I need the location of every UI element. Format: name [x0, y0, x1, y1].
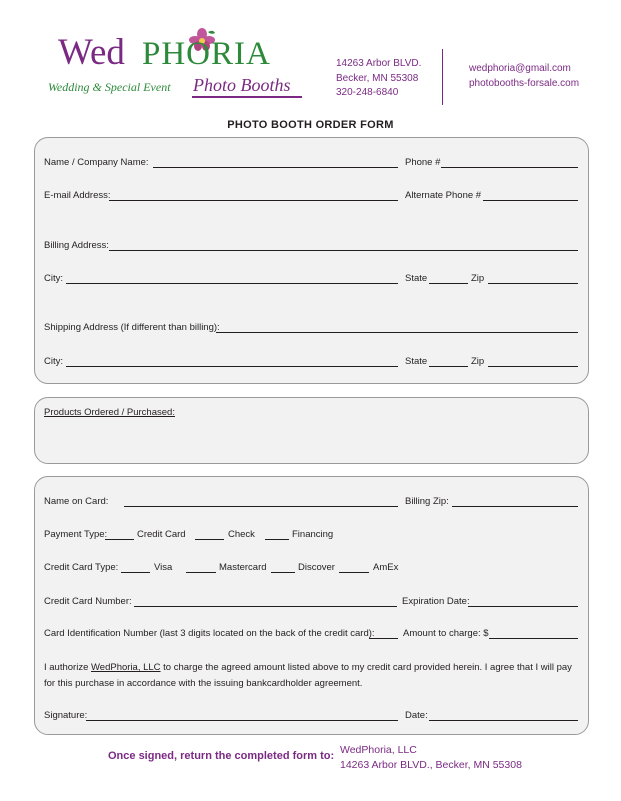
check-checkbox[interactable] — [195, 539, 224, 540]
city-field[interactable] — [66, 283, 398, 284]
expiration-field[interactable] — [468, 606, 578, 607]
logo-phoria-text: PHORIA — [142, 36, 271, 72]
address-line: Becker, MN 55308 — [336, 72, 419, 84]
signature-label: Signature: — [44, 710, 88, 721]
state-field[interactable] — [429, 283, 468, 284]
email-field[interactable] — [109, 200, 398, 201]
credit-card-checkbox[interactable] — [105, 539, 134, 540]
footer-company: WedPhoria, LLC — [340, 744, 417, 756]
amount-label: Amount to charge: $ — [403, 628, 489, 639]
email-link[interactable]: wedphoria@gmail.com — [469, 63, 571, 74]
card-number-label: Credit Card Number: — [44, 596, 132, 607]
state-label: State — [405, 273, 428, 284]
mastercard-checkbox[interactable] — [186, 572, 216, 573]
financing-checkbox[interactable] — [265, 539, 289, 540]
authorization-text — [44, 660, 584, 692]
header-divider — [442, 49, 443, 105]
amex-option: AmEx — [373, 562, 399, 573]
amount-field[interactable] — [489, 638, 578, 639]
check-option: Check — [228, 529, 255, 540]
billing-zip-label: Billing Zip: — [405, 496, 449, 507]
credit-card-option: Credit Card — [137, 529, 186, 540]
shipping-address-label: Shipping Address (If different than billing): — [44, 322, 220, 333]
company-contact — [469, 62, 579, 91]
footer-return-address — [340, 743, 522, 773]
shipping-city-label: City: — [44, 356, 63, 367]
logo-wed-text: Wed — [58, 32, 125, 73]
visa-option: Visa — [154, 562, 173, 573]
shipping-address-field[interactable] — [216, 332, 578, 333]
shipping-zip-field[interactable] — [488, 366, 578, 367]
billing-zip-field[interactable] — [452, 506, 578, 507]
card-number-field[interactable] — [134, 606, 397, 607]
footer-address: 14263 Arbor BLVD., Becker, MN 55308 — [340, 759, 522, 771]
zip-field[interactable] — [488, 283, 578, 284]
visa-checkbox[interactable] — [121, 572, 150, 573]
payment-type-label: Payment Type: — [44, 529, 108, 540]
form-title: PHOTO BOOTH ORDER FORM — [227, 119, 394, 131]
card-type-label: Credit Card Type: — [44, 562, 119, 573]
phone-label: Phone # — [405, 157, 441, 168]
logo-tagline-left: Wedding & Special Event — [48, 80, 171, 94]
billing-address-label: Billing Address: — [44, 240, 109, 251]
date-label: Date: — [405, 710, 428, 721]
auth-company: WedPhoria, LLC — [91, 662, 161, 673]
name-field[interactable] — [153, 167, 398, 168]
products-label: Products Ordered / Purchased: — [44, 407, 175, 418]
alt-phone-field[interactable] — [483, 200, 578, 201]
discover-checkbox[interactable] — [271, 572, 295, 573]
phone-field[interactable] — [441, 167, 578, 168]
alt-phone-label: Alternate Phone # — [405, 190, 482, 201]
auth-prefix: I authorize — [44, 662, 91, 673]
logo-tagline-right: Photo Booths — [193, 75, 291, 95]
mastercard-option: Mastercard — [219, 562, 267, 573]
shipping-zip-label: Zip — [471, 356, 485, 367]
amex-checkbox[interactable] — [339, 572, 369, 573]
email-label: E-mail Address: — [44, 190, 111, 201]
zip-label: Zip — [471, 273, 485, 284]
city-label: City: — [44, 273, 63, 284]
customer-info-section — [34, 137, 589, 384]
name-on-card-field[interactable] — [124, 506, 398, 507]
shipping-state-field[interactable] — [429, 366, 468, 367]
date-field[interactable] — [429, 720, 578, 721]
address-line: 14263 Arbor BLVD. — [336, 58, 422, 69]
auth-suffix: to charge the agreed amount listed above to my credit card provided herein. I agree that I will pay for this purchase in accordance with the issuing bankcardholder agreement. — [44, 662, 572, 689]
shipping-state-label: State — [405, 356, 428, 367]
discover-option: Discover — [298, 562, 335, 573]
expiration-label: Expiration Date: — [402, 596, 470, 607]
name-on-card-label: Name on Card: — [44, 496, 109, 507]
phone-line: 320-248-6840 — [336, 87, 399, 98]
billing-address-field[interactable] — [109, 250, 578, 251]
cid-field[interactable] — [369, 638, 398, 639]
footer-instructions: Once signed, return the completed form to: — [108, 750, 335, 762]
shipping-city-field[interactable] — [66, 366, 398, 367]
cid-label: Card Identification Number (last 3 digits located on the back of the credit card): — [44, 628, 375, 639]
company-address — [336, 57, 421, 101]
name-label: Name / Company Name: — [44, 157, 149, 168]
financing-option: Financing — [292, 529, 334, 540]
website-link[interactable]: photobooths-forsale.com — [469, 77, 580, 89]
signature-field[interactable] — [86, 720, 398, 721]
logo-underline — [192, 96, 302, 98]
